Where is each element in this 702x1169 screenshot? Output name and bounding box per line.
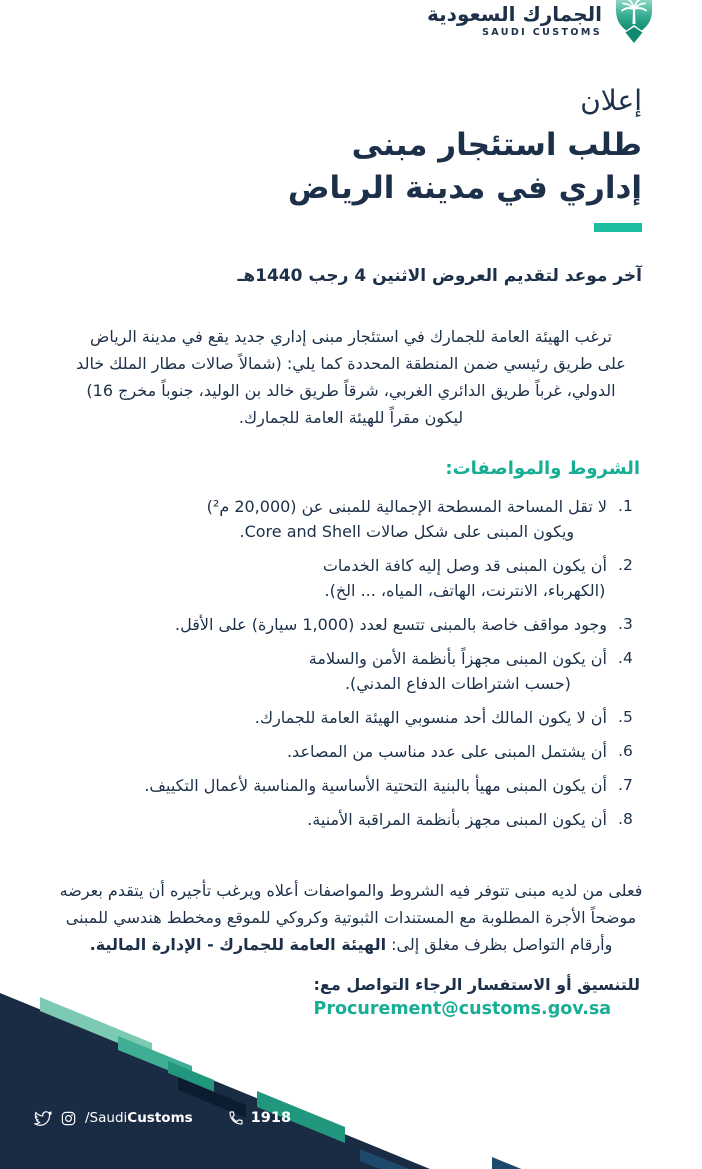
text-line: أن يكون المبنى مجهز بأنظمة المراقبة الأمنية. — [307, 810, 607, 829]
phone-icon — [228, 1110, 244, 1126]
closing-line: فعلى من لديه مبنى تتوفر فيه الشروط والمواصفات أعلاه ويرغب تأجيره أن يتقدم بعرضه — [59, 881, 643, 900]
saudi-customs-logo — [427, 0, 654, 43]
condition-text — [175, 612, 607, 637]
title-line-1: طلب استئجار مبنى — [351, 127, 642, 163]
intro-line: ترغب الهيئة العامة للجمارك في استئجار مبنى إداري جديد يقع في مدينة الرياض — [89, 327, 612, 346]
condition-item — [62, 612, 640, 637]
logo-name-english: SAUDI CUSTOMS — [482, 27, 602, 38]
text-line: أن يشتمل المبنى على عدد مناسب من المصاعد. — [286, 742, 607, 761]
saudi-customs-shield-palm-icon — [614, 0, 654, 43]
intro-line: على طريق رئيسي ضمن المنطقة المحددة كما يلي: (شمالاً صالات مطار الملك خالد — [76, 354, 626, 373]
condition-text — [307, 807, 607, 832]
closing-final-regular: وأرقام التواصل بظرف مغلق إلى: — [386, 935, 613, 954]
condition-item — [62, 773, 640, 798]
condition-number: 8. — [618, 810, 633, 828]
text-line: أن لا يكون المالك أحد منسوبي الهيئة العامة للجمارك. — [254, 708, 607, 727]
intro-paragraph — [40, 323, 662, 431]
instagram-icon[interactable] — [61, 1111, 76, 1126]
text-line: أن يكون المبنى قد وصل إليه كافة الخدمات — [322, 556, 607, 575]
closing-lines — [30, 877, 672, 931]
closing-paragraph — [30, 877, 672, 958]
condition-text — [144, 773, 607, 798]
condition-text — [323, 553, 607, 603]
condition-item — [62, 553, 640, 603]
condition-number: 6. — [618, 742, 633, 760]
condition-item — [62, 807, 640, 832]
closing-final-line — [30, 931, 672, 958]
conditions-heading: الشروط والمواصفات: — [445, 458, 640, 479]
condition-text — [207, 494, 607, 544]
closing-final-bold: الهيئة العامة للجمارك - الإدارة المالية. — [89, 935, 387, 954]
text-line: أن يكون المبنى مهيأ بالبنية التحتية الأساسية والمناسبة لأعمال التكييف. — [144, 776, 607, 795]
condition-item — [62, 739, 640, 764]
condition-text — [287, 739, 607, 764]
text-line: لا تقل المساحة المسطحة الإجمالية للمبنى عن (20,000 م²) — [206, 497, 607, 516]
condition-number: 3. — [618, 615, 633, 633]
footer-stripe-steel-2 — [492, 1157, 558, 1169]
logo-name-arabic: الجمارك السعودية — [427, 2, 602, 26]
intro-line: ليكون مقراً للهيئة العامة للجمارك. — [238, 408, 464, 427]
text-line: وجود مواقف خاصة بالمبنى تتسع لعدد (1,000 سيارة) على الأقل. — [175, 615, 607, 634]
twitter-icon[interactable] — [34, 1111, 52, 1126]
social-handle-prefix: /Saudi — [85, 1110, 128, 1126]
logo-text — [427, 0, 602, 38]
phone-number: 1918 — [250, 1110, 292, 1126]
announcement-kicker: إعلان — [580, 84, 642, 117]
footer-social-row — [34, 1110, 291, 1126]
condition-number: 1. — [618, 497, 633, 515]
social-handle-bold: Customs — [127, 1110, 193, 1126]
condition-number: 5. — [618, 708, 633, 726]
condition-text — [255, 705, 607, 730]
social-handle[interactable] — [85, 1110, 193, 1126]
condition-number: 4. — [618, 649, 633, 667]
contact-label: للتنسيق أو الاستفسار الرجاء التواصل مع: — [313, 975, 640, 994]
title-line-2: إداري في مدينة الرياض — [287, 170, 642, 206]
title-block — [288, 84, 642, 236]
condition-item — [62, 646, 640, 696]
closing-line: موضحاً الأجرة المطلوبة مع المستندات الثبوتية وكروكي للموقع ومخطط هندسي للمبنى — [65, 908, 637, 927]
text-line: (حسب اشتراطات الدفاع المدني). — [344, 674, 571, 693]
text-line: (الكهرباء، الانترنت، الهاتف، المياه، ... الخ). — [324, 581, 606, 600]
condition-text — [309, 646, 607, 696]
footer-diagonal-graphic — [0, 989, 702, 1169]
condition-number: 7. — [618, 776, 633, 794]
condition-number: 2. — [618, 556, 633, 574]
conditions-list — [62, 494, 640, 841]
title-accent-dash — [594, 223, 642, 232]
page-title — [288, 124, 642, 210]
phone-group — [228, 1110, 291, 1126]
text-line: أن يكون المبنى مجهزاً بأنظمة الأمن والسلامة — [308, 649, 607, 668]
text-line: ويكون المبنى على شكل صالات Core and Shell. — [239, 522, 575, 541]
submission-deadline: آخر موعد لتقديم العروض الاثنين 4 رجب 1440هـ — [237, 266, 642, 286]
condition-item — [62, 705, 640, 730]
intro-line: الدولي، غرباً طريق الدائري الغربي، شرقاً طريق خالد بن الوليد، جنوباً مخرج 16) — [86, 381, 616, 400]
contact-email-link[interactable]: Procurement@customs.gov.sa — [313, 999, 612, 1019]
condition-item — [62, 494, 640, 544]
